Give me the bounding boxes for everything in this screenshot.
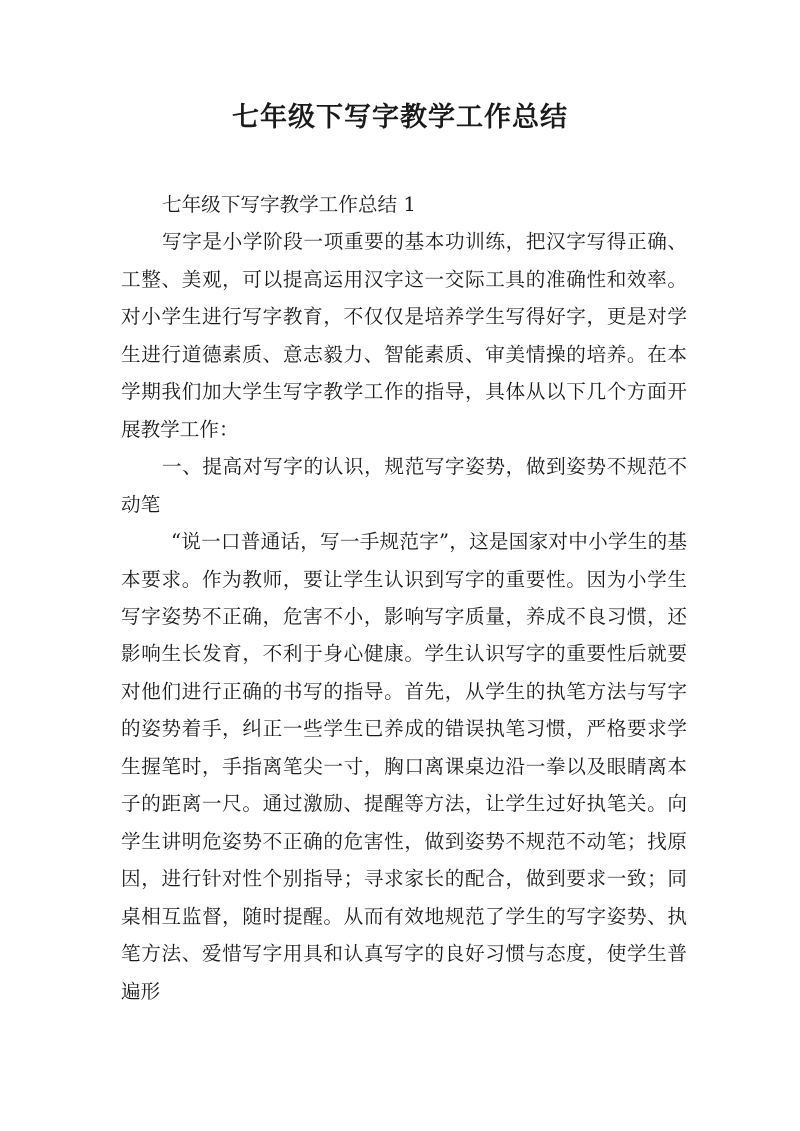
section-subtitle: 七年级下写字教学工作总结 1	[162, 193, 416, 216]
document-title: 七年级下写字教学工作总结	[232, 102, 568, 133]
intro-paragraph: 写字是小学阶段一项重要的基本功训练，把汉字写得正确、工整、美观，可以提高运用汉字这一交际工具的准确性和效率。对小学生进行写字教育，不仅仅是培养学生写得好字，更是对学生进行道德素质、意志毅力、智能素质、审美情操的培养。在本学期我们加大学生写字教学工作的指导，具体从以下几个方面开展教学工作：	[121, 230, 687, 441]
section-heading: 一、提高对写字的认识，规范写字姿势，做到姿势不规范不动笔	[121, 455, 687, 516]
body-paragraph: “说一口普通话，写一手规范字”，这是国家对中小学生的基本要求。作为教师，要让学生认识到写字的重要性。因为小学生写字姿势不正确，危害不小，影响写字质量，养成不良习惯，还影响生长发育，不利于身心健康。学生认识写字的重要性后就要对他们进行正确的书写的指导。首先，从学生的执笔方法与写字的姿势着手，纠正一些学生已养成的错误执笔习惯，严格要求学生握笔时，手指离笔尖一寸，胸口离课桌边沿一拳以及眼睛离本子的距离一尺。通过激励、提醒等方法，让学生过好执笔关。向学生讲明危姿势不正确的危害性，做到姿势不规范不动笔；找原因，进行针对性个别指导；寻求家长的配合，做到要求一致；同桌相互监督，随时提醒。从而有效地规范了学生的写字姿势、执笔方法、爱惜写字用具和认真写字的良好习惯与态度，使学生普遍形	[121, 530, 687, 1003]
document-body	[121, 186, 687, 1010]
